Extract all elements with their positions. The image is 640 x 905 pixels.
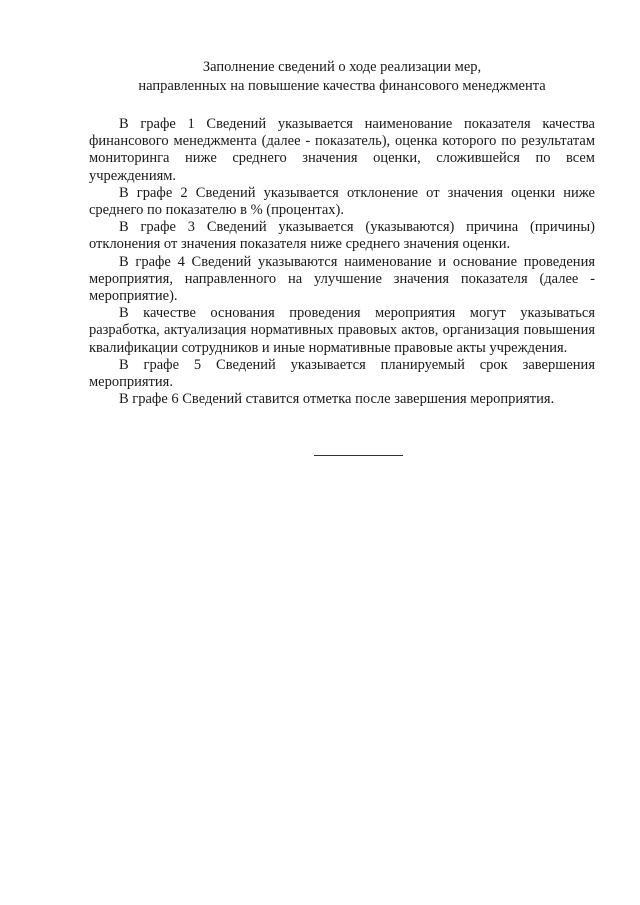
paragraph-basis: В качестве основания проведения мероприятия могут указываться разработка, актуализация нормативных правовых актов, организация повышения квалификации сотрудников и иные нормативные правовые акты учреждения. [89,305,595,356]
end-divider-line [314,455,403,456]
paragraph-column-4: В графе 4 Сведений указываются наименование и основание проведения мероприятия, направленного на улучшение значения показателя (далее - мероприятие). [89,253,595,305]
paragraph-column-3: В графе 3 Сведений указывается (указываются) причина (причины) отклонения от значения показателя ниже среднего значения оценки. [89,219,595,253]
paragraph-column-6: В графе 6 Сведений ставится отметка после завершения мероприятия. [119,391,555,408]
paragraph-column-5: В графе 5 Сведений указывается планируемый срок завершения мероприятия. [89,356,595,391]
document-page [89,58,595,408]
title-line: Заполнение сведений о ходе реализации мер, [202,59,482,75]
paragraph-column-2: В графе 2 Сведений указывается отклонение от значения оценки ниже среднего по показателю в % (процентах). [89,184,595,219]
title-line: направленных на повышение качества финансового менеджмента [138,78,546,94]
paragraph-column-1: В графе 1 Сведений указывается наименование показателя качества финансового менеджмента (далее - показатель), оценка которого по результатам мониторинга ниже среднего значения оценки, сложившейся по всем учреждениям. [89,116,595,184]
document-body [89,116,595,408]
document-title [89,58,595,96]
